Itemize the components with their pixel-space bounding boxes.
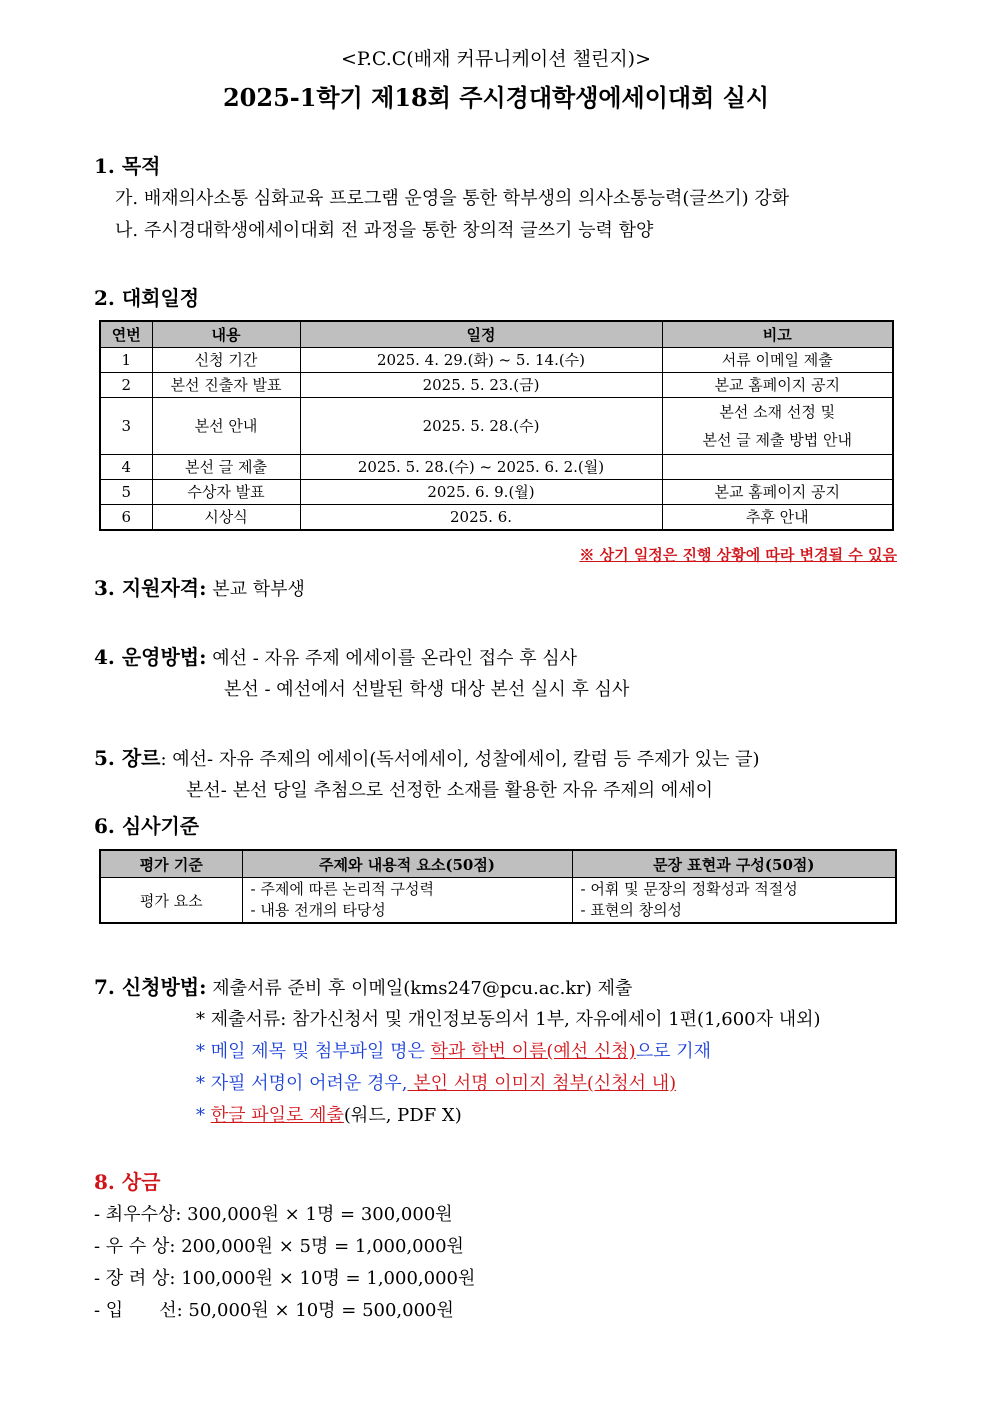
table-row: [100, 505, 893, 531]
cell-no: 6: [100, 505, 152, 531]
section-1-heading: 1. 목적: [94, 154, 161, 178]
cell-date: 2025. 5. 28.(수) ~ 2025. 6. 2.(월): [300, 455, 662, 480]
cell-no: 5: [100, 480, 152, 505]
section-2-heading: 2. 대회일정: [94, 286, 200, 310]
section-1-item-b: 나. 주시경대학생에세이대회 전 과정을 통한 창의적 글쓰기 능력 함양: [115, 220, 654, 241]
cell-content: 신청 기간: [152, 348, 300, 373]
list-item: - 주제에 따른 논리적 구성력: [250, 880, 435, 898]
cell-note-line-2: 본선 글 제출 방법 안내: [702, 431, 852, 449]
section-3-heading: 3. 지원자격:: [94, 576, 207, 600]
section-7-bullet-4: [196, 1101, 462, 1127]
list-item: - 내용 전개의 타당성: [250, 901, 386, 919]
cell-note-line-1: 본선 소재 선정 및: [719, 403, 836, 421]
section-1-item-a: 가. 배재의사소통 심화교육 프로그램 운영을 통한 학부생의 의사소통능력(글쓰기) 강화: [115, 188, 790, 209]
cell-no: 3: [100, 398, 152, 455]
section-5-line-2: 본선- 본선 당일 추첨으로 선정한 소재를 활용한 자유 주제의 에세이: [186, 780, 714, 801]
cell-content: 수상자 발표: [152, 480, 300, 505]
col-header-criteria: 평가 기준: [100, 850, 242, 878]
list-item: - 표현의 창의성: [580, 901, 683, 919]
section-3: [94, 572, 305, 601]
prize-item: - 우 수 상: 200,000원 × 5명 = 1,000,000원: [94, 1236, 464, 1257]
table-row: [100, 348, 893, 373]
cell-note: [662, 398, 893, 455]
col-header-content-score: 주제와 내용적 요소(50점): [242, 850, 572, 878]
cell-note: 서류 이메일 제출: [662, 348, 893, 373]
section-3-text: 본교 학부생: [206, 579, 305, 600]
cell-date: 2025. 6. 9.(월): [300, 480, 662, 505]
section-4-heading: 4. 운영방법:: [94, 645, 207, 669]
content-criteria-cell: [242, 878, 572, 924]
section-7: [94, 971, 632, 1000]
cell-note: 본교 홈페이지 공지: [662, 373, 893, 398]
evaluation-table: [99, 849, 897, 924]
table-row: [100, 398, 893, 455]
doc-subtitle: <P.C.C(배재 커뮤니케이션 챌린지)>: [340, 48, 652, 70]
section-4: [94, 641, 577, 670]
section-7-text: 제출서류 준비 후 이메일(kms247@pcu.ac.kr) 제출: [206, 978, 633, 999]
row-label: 평가 요소: [100, 878, 242, 924]
cell-note: 추후 안내: [662, 505, 893, 531]
table-row: [100, 878, 896, 924]
col-header-content: 내용: [152, 321, 300, 348]
section-4-line-1: 예선 - 자유 주제 에세이를 온라인 접수 후 심사: [206, 648, 578, 669]
section-5-line-1: : 예선- 자유 주제의 에세이(독서에세이, 성찰에세이, 칼럼 등 주제가 있는 글): [160, 749, 760, 770]
section-4-line-2: 본선 - 예선에서 선발된 학생 대상 본선 실시 후 심사: [224, 679, 630, 700]
bullet-4-highlight: 한글 파일로 제출: [210, 1105, 344, 1126]
bullet-2-highlight: 학과 학번 이름(예선 신청): [430, 1041, 636, 1062]
section-7-bullet-3: [196, 1069, 676, 1095]
section-8-heading: 8. 상금: [94, 1170, 161, 1194]
cell-content: 본선 안내: [152, 398, 300, 455]
col-header-no: 연번: [100, 321, 152, 348]
schedule-header-row: [100, 321, 893, 348]
cell-date: 2025. 4. 29.(화) ~ 5. 14.(수): [300, 348, 662, 373]
col-header-style-score: 문장 표현과 구성(50점): [572, 850, 896, 878]
bullet-3-highlight: 본인 서명 이미지 첨부(신청서 내): [407, 1073, 677, 1094]
col-header-date: 일정: [300, 321, 662, 348]
section-7-bullet-1: * 제출서류: 참가신청서 및 개인정보동의서 1부, 자유에세이 1편(1,600자 내외): [196, 1009, 821, 1030]
section-7-heading: 7. 신청방법:: [94, 975, 207, 999]
col-header-note: 비고: [662, 321, 893, 348]
schedule-table: [99, 320, 894, 531]
cell-no: 4: [100, 455, 152, 480]
section-5: [94, 742, 760, 771]
bullet-4-star: *: [196, 1105, 211, 1126]
cell-content: 본선 진출자 발표: [152, 373, 300, 398]
prize-item: - 입 선: 50,000원 × 10명 = 500,000원: [94, 1300, 454, 1321]
evaluation-header-row: [100, 850, 896, 878]
cell-note: 본교 홈페이지 공지: [662, 480, 893, 505]
cell-content: 시상식: [152, 505, 300, 531]
bullet-3-prefix: * 자필 서명이 어려운 경우,: [196, 1073, 408, 1094]
table-row: [100, 455, 893, 480]
bullet-2-prefix: * 메일 제목 및 첨부파일 명은: [196, 1041, 431, 1062]
cell-no: 1: [100, 348, 152, 373]
style-criteria-cell: [572, 878, 896, 924]
cell-no: 2: [100, 373, 152, 398]
schedule-footnote: ※ 상기 일정은 진행 상황에 따라 변경될 수 있음: [579, 546, 897, 564]
prize-item: - 장 려 상: 100,000원 × 10명 = 1,000,000원: [94, 1268, 476, 1289]
prize-item: - 최우수상: 300,000원 × 1명 = 300,000원: [94, 1204, 453, 1225]
cell-content: 본선 글 제출: [152, 455, 300, 480]
section-6-heading: 6. 심사기준: [94, 814, 200, 838]
cell-note: [662, 455, 893, 480]
table-row: [100, 480, 893, 505]
cell-date: 2025. 6.: [300, 505, 662, 531]
bullet-4-suffix: (워드, PDF X): [343, 1105, 462, 1126]
cell-date: 2025. 5. 28.(수): [300, 398, 662, 455]
bullet-2-suffix: 으로 기재: [635, 1041, 711, 1062]
section-7-bullet-2: [196, 1037, 711, 1063]
list-item: - 어휘 및 문장의 정확성과 적절성: [580, 880, 798, 898]
cell-date: 2025. 5. 23.(금): [300, 373, 662, 398]
table-row: [100, 373, 893, 398]
section-5-heading: 5. 장르: [94, 746, 161, 770]
doc-title: 2025-1학기 제18회 주시경대학생에세이대회 실시: [222, 83, 770, 112]
